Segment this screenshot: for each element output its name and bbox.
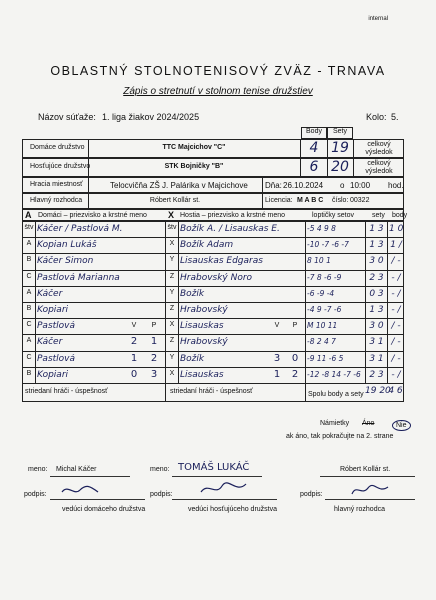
summary-col-body: Body [301, 127, 327, 139]
away-code: Y [169, 288, 175, 296]
home-code: B [26, 369, 32, 377]
home-player: Kopiari [37, 369, 69, 380]
home-code: A [26, 288, 32, 296]
set-scores: M 10 11 [307, 321, 338, 331]
away-code: Y [169, 353, 175, 361]
home-p-label: P [151, 322, 157, 330]
away-meno-label: meno: [150, 466, 170, 473]
sety-column-label: sety [372, 212, 385, 219]
home-column-label: Domáci – priezvisko a krstné meno [38, 212, 147, 219]
match-body: / - [391, 256, 401, 267]
match-body: / - [391, 337, 401, 348]
away-sub-v: 1 [273, 368, 281, 380]
away-code: X [169, 369, 175, 377]
time-prefix: o [340, 181, 345, 190]
match-body: - / [391, 305, 401, 315]
match-sety: 2 3 [369, 272, 384, 283]
home-body-total: 4 [309, 140, 319, 156]
home-player: Pastlová [37, 353, 76, 364]
away-p-label: P [292, 322, 298, 330]
time-suffix: hod. [388, 181, 404, 190]
away-team-name: STK Bojničky "B" [164, 163, 224, 170]
competition-label: Názov súťaže: [38, 112, 96, 122]
away-player: Hrabovský Noro [180, 272, 253, 283]
away-sub-p: 2 [291, 368, 299, 380]
away-player: Božík A. / Lisauskas E. [180, 224, 280, 234]
licence-number: 00322 [350, 197, 370, 204]
round-value: 5. [391, 112, 399, 122]
page-title: OBLASTNÝ STOLNOTENISOVÝ ZVÄZ - TRNAVA [50, 64, 386, 78]
competition-value: 1. liga žiakov 2024/2025 [102, 112, 200, 122]
round-label: Kolo: [366, 112, 387, 122]
venue-label: Hracia miestnosť [30, 181, 83, 188]
home-code: B [26, 256, 32, 264]
home-player: Pastlová [37, 321, 76, 332]
set-scores: -8 2 4 7 [307, 337, 336, 347]
summary-col-sety: Sety [327, 127, 353, 139]
match-body: / - [391, 353, 401, 364]
away-v-label: V [274, 322, 280, 330]
home-sub-p: 1 [150, 336, 158, 348]
home-player: Káčer / Pastlová M. [37, 224, 123, 234]
home-meno-label: meno: [28, 466, 48, 473]
sets-column-label: loptičky setov [312, 212, 355, 219]
away-player: Hrabovský [180, 337, 228, 348]
protest-label: Námietky [320, 420, 350, 427]
match-body: / - [391, 321, 401, 332]
away-signature-icon [198, 480, 248, 498]
set-scores: -12 -8 14 -7 -6 [307, 369, 361, 379]
match-sety: 0 3 [369, 288, 384, 299]
home-result-label: celkový výsledok [365, 141, 393, 156]
away-code: štv [167, 224, 177, 231]
home-sub-v: 2 [130, 336, 138, 348]
away-role: vedúci hosťujúceho družstva [188, 506, 278, 513]
corner-label: internal [368, 16, 388, 22]
away-code: Z [169, 272, 175, 280]
match-body: 1 0 [389, 224, 403, 234]
licence-label: Licencia: [265, 197, 293, 204]
match-sety: 3 1 [369, 353, 384, 364]
total-sety: 19 20 [365, 386, 391, 396]
home-sub-p: 2 [150, 352, 158, 364]
referee-value: Róbert Kollár st. [149, 197, 201, 204]
total-body: 4 6 [388, 386, 403, 396]
home-letter: A [25, 210, 32, 220]
home-podpis-label: podpis: [24, 491, 47, 498]
away-column-label: Hostia – priezvisko a krstné meno [180, 212, 286, 219]
away-result-label: celkový výsledok [365, 160, 393, 175]
home-player: Pastlová Marianna [37, 272, 120, 283]
total-label: Spolu body a sety [308, 391, 364, 398]
home-v-label: V [131, 322, 137, 330]
time-value: 10:00 [350, 181, 371, 190]
away-player: Božík [180, 353, 205, 364]
match-sety: 3 1 [369, 337, 384, 348]
protest-no: Nie [392, 420, 411, 431]
home-player: Kopian Lukáš [37, 240, 97, 251]
page-subtitle: Zápis o stretnutí v stolnom tenise družstiev [123, 86, 313, 97]
referee-signature-icon [350, 482, 390, 498]
match-sety: 3 0 [369, 321, 384, 332]
match-sety: 1 3 [369, 224, 384, 234]
match-sety: 1 3 [369, 240, 384, 251]
home-sub-v: 1 [130, 352, 138, 364]
home-team-label: Domáce družstvo [30, 144, 85, 151]
match-sety: 3 0 [369, 256, 384, 267]
referee-sign-name: Róbert Kollár st. [340, 466, 391, 473]
away-letter: X [168, 210, 175, 220]
ref-podpis-label: podpis: [300, 491, 323, 498]
set-scores: 8 10 1 [307, 256, 331, 266]
home-player: Káčer Šimon [37, 256, 94, 267]
home-sety-total: 19 [331, 140, 349, 156]
away-podpis-label: podpis: [150, 491, 173, 498]
match-sety: 1 3 [369, 305, 384, 315]
referee-role: hlavný rozhodca [334, 506, 385, 513]
home-code: C [26, 353, 32, 361]
match-body: - / [391, 369, 401, 380]
referee-label: Hlavný rozhodca [30, 197, 83, 204]
match-body: - / [391, 272, 401, 283]
body-column-label: body [392, 212, 408, 219]
match-sety: 2 3 [369, 369, 384, 380]
home-role: vedúci domáceho družstva [62, 506, 146, 513]
set-scores: -7 8 -6 -9 [307, 272, 342, 282]
home-sub-p: 3 [150, 368, 158, 380]
home-code: B [26, 305, 32, 312]
away-code: Z [169, 337, 175, 345]
licence-number-label: číslo: [332, 197, 349, 204]
home-subs-label: striedaní hráči - úspešnosť [25, 388, 108, 395]
set-scores: -5 4 9 8 [307, 224, 336, 233]
venue-value: Telocvičňa ZŠ J. Palárika v Majcichove [110, 181, 248, 190]
home-sub-v: 0 [130, 368, 138, 380]
away-player: Lisauskas Edgaras [180, 256, 263, 267]
protest-yes: Áno [362, 420, 375, 427]
set-scores: -4 9 -7 -6 [307, 305, 342, 314]
away-player: Lisauskas [180, 369, 224, 380]
away-player: Hrabovský [180, 305, 228, 315]
away-subs-label: striedaní hráči - úspešnosť [170, 388, 253, 395]
home-player: Káčer [37, 288, 63, 299]
away-code: Y [169, 256, 175, 264]
home-signature-icon [60, 482, 100, 498]
away-sub-p: 0 [291, 352, 299, 364]
set-scores: -10 -7 -6 -7 [307, 240, 349, 250]
match-body: - / [391, 288, 401, 299]
away-player: Božík Adam [180, 240, 234, 251]
away-player: Lisauskas [180, 321, 224, 332]
away-sety-total: 20 [331, 159, 349, 175]
away-body-total: 6 [309, 159, 319, 175]
home-player: Káčer [37, 337, 63, 348]
home-team-name: TTC Majcichov "C" [162, 144, 226, 151]
home-code: A [26, 337, 32, 345]
set-scores: -6 -9 -4 [307, 288, 335, 298]
home-code: C [26, 321, 32, 329]
match-body: 1 / [390, 240, 402, 251]
home-code: štv [24, 224, 34, 231]
home-code: A [26, 240, 32, 248]
date-label: Dňa: [265, 181, 282, 190]
home-code: C [26, 272, 32, 280]
home-leader-name: Michal Káčer [56, 466, 97, 473]
away-sub-v: 3 [273, 352, 281, 364]
licence-letters: M A B C [297, 197, 324, 204]
set-scores: -9 11 -6 5 [307, 353, 344, 363]
away-code: Z [169, 305, 175, 312]
protest-note: ak áno, tak pokračujte na 2. strane [286, 433, 394, 440]
away-player: Božík [180, 288, 205, 299]
home-player: Kopiari [37, 305, 69, 315]
away-team-label: Hosťujúce družstvo [30, 163, 91, 170]
away-leader-name: TOMÁŠ LUKÁČ [178, 462, 250, 473]
date-value: 26.10.2024 [283, 181, 324, 190]
away-code: X [169, 240, 175, 248]
away-code: X [169, 321, 175, 329]
